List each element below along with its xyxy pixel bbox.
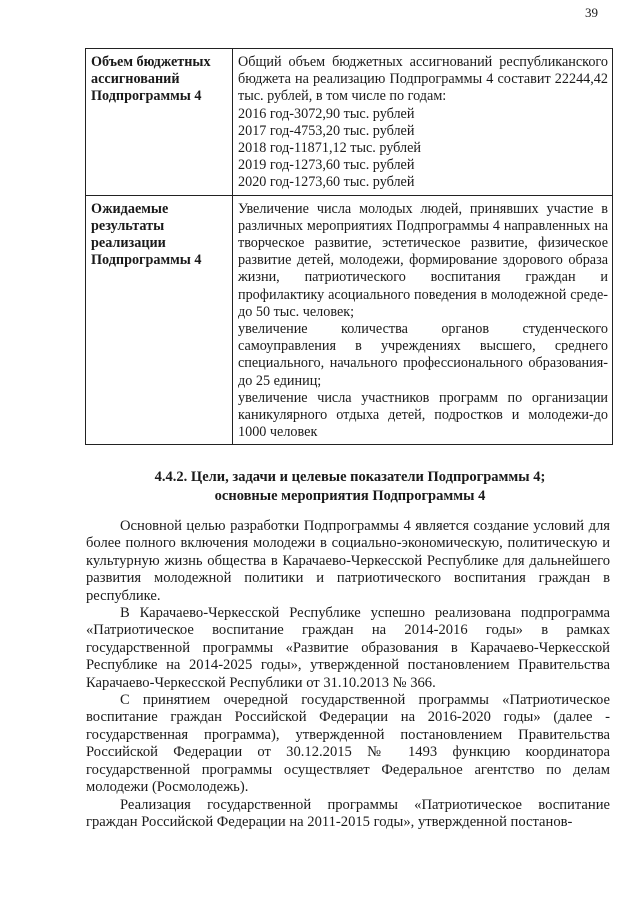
page-number: 39 [585,5,598,20]
row-label-budget: Объем бюджетных ассигнований Подпрограммы 4 [86,49,233,196]
paragraph: С принятием очередной государственной программы «Патриотическое воспитание граждан Российской Федерации на 2016-2020 годы» (далее - государственная программа), утвержденной постановлением Правительства Российской Федерации от 30.12.2015 № 1493 функцию координатора государственной программы осуществляет Федеральное агентство по делам молодежи (Росмолодежь). [86,692,610,796]
paragraph: В Карачаево-Черкесской Республике успешно реализована подпрограмма «Патриотическое воспитание граждан на 2014-2016 годы» в рамках государственной программы «Развитие образования в Карачаево-Черкесской Республике на 2014-2025 годы», утвержденной постановлением Правительства Карачаево-Черкесской Республики от 31.10.2013 № 366. [86,605,610,691]
result-item: увеличение количества органов студенческого самоуправления в учреждениях высшего, среднего специального, начального профессионального образования-до 25 единиц; [238,321,608,389]
row-label-results: Ожидаемые результаты реализации Подпрограммы 4 [86,195,233,445]
budget-year-2016: 2016 год-3072,90 тыс. рублей [238,105,415,122]
budget-year-2017: 2017 год-4753,20 тыс. рублей [238,122,415,139]
section-heading-line-2: основные мероприятия Подпрограммы 4 [214,488,486,504]
budget-total-text: Общий объем бюджетных ассигнований республиканского бюджета на реализацию Подпрограммы 4 составит 22244,42 тыс. рублей, в том числе по годам: [238,54,608,105]
budget-year-2018: 2018 год-11871,12 тыс. рублей [238,140,422,157]
budget-year-2019: 2019 год-1273,60 тыс. рублей [238,157,415,174]
program-passport-table [85,48,613,445]
paragraph: Основной целью разработки Подпрограммы 4 является создание условий для более полного включения молодежи в социально-экономическую, политическую и культурную жизнь общества в Карачаево-Черкесской Республике для дальнейшего развития молодежной политики и патриотического воспитания граждан в республике. [86,518,610,604]
body-text [86,518,610,831]
section-heading-line-1: 4.4.2. Цели, задачи и целевые показатели Подпрограммы 4; [154,469,546,485]
result-item: увеличение числа участников программ по организации каникулярного отдыха детей, подростков и молодежи-до 1000 человек [238,389,608,441]
table-row [86,49,613,196]
table-row [86,195,613,445]
budget-year-2020: 2020 год-1273,60 тыс. рублей [238,174,415,191]
row-value-budget [233,49,613,196]
row-value-results [233,195,613,445]
section-heading [80,468,620,506]
paragraph: Реализация государственной программы «Патриотическое воспитание граждан Российской Федерации на 2011-2015 годы», утвержденной постанов- [86,796,610,830]
result-item: Увеличение числа молодых людей, принявших участие в различных мероприятиях Подпрограммы 4 направленных на творческое развитие, эстетическое развитие, физическое развитие детей, молодежи, формирование здорового образа жизни, патриотического воспитания граждан и профилактику асоциального поведения в молодежной среде-до 50 тыс. человек; [238,200,608,320]
